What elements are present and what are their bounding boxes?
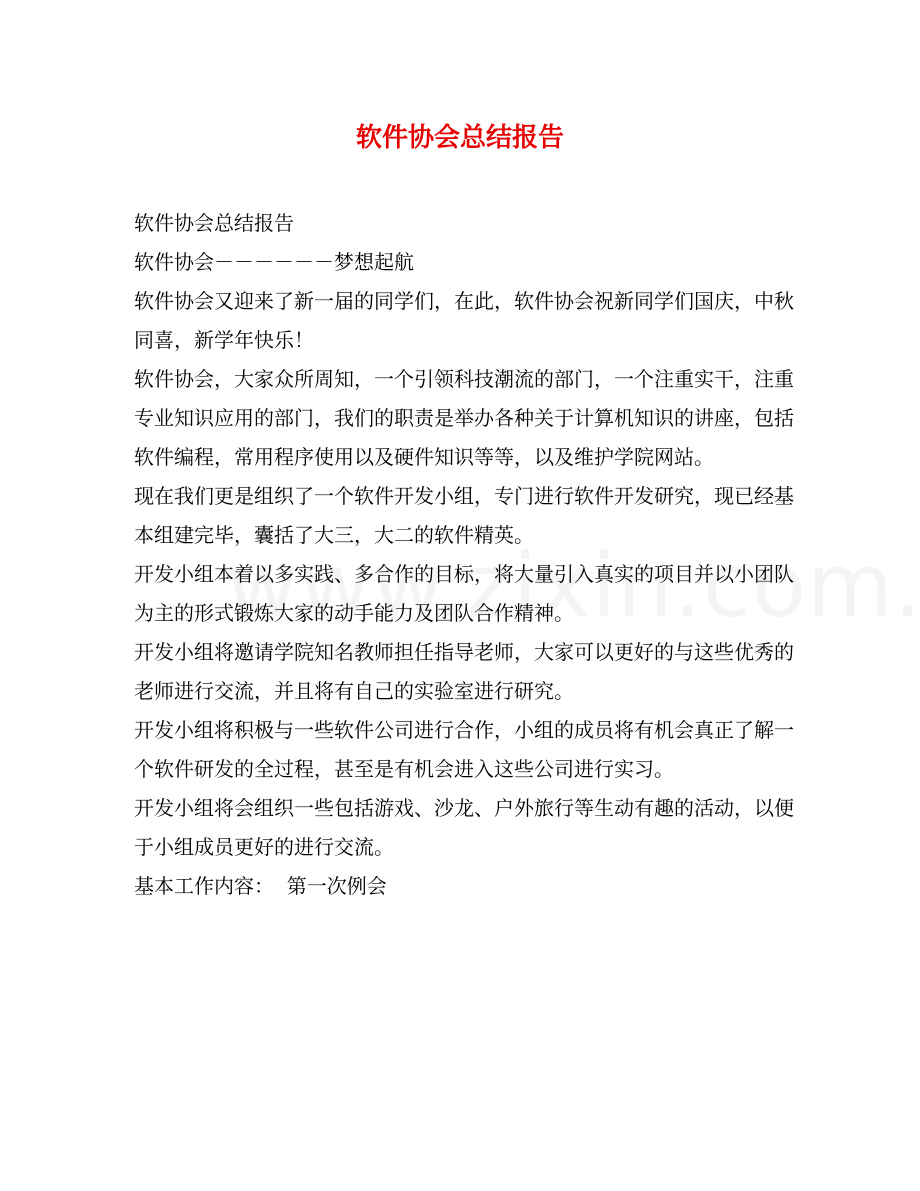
paragraph: 开发小组将会组织一些包括游戏、沙龙、户外旅行等生动有趣的活动，以便于小组成员更好的进行交流。 [134, 796, 794, 859]
document-title: 软件协会总结报告 [355, 123, 564, 153]
paragraph: 软件协会又迎来了新一届的同学们，在此，软件协会祝新同学们国庆，中秋同喜，新学年快乐！ [134, 289, 794, 352]
paragraph: 开发小组本着以多实践、多合作的目标，将大量引入真实的项目并以小团队为主的形式锻炼大家的动手能力及团队合作精神。 [134, 562, 794, 625]
paragraph: 基本工作内容： 第一次例会 [134, 874, 387, 898]
paragraph: 现在我们更是组织了一个软件开发小组，专门进行软件开发研究，现已经基本组建完毕，囊括了大三，大二的软件精英。 [134, 484, 794, 547]
paragraph: 开发小组将积极与一些软件公司进行合作，小组的成员将有机会真正了解一个软件研发的全过程，甚至是有机会进入这些公司进行实习。 [134, 718, 794, 781]
paragraph: 软件协会总结报告 [134, 211, 294, 235]
paragraph: 开发小组将邀请学院知名教师担任指导老师，大家可以更好的与这些优秀的老师进行交流，并且将有自己的实验室进行研究。 [134, 640, 794, 703]
paragraph: 软件协会，大家众所周知，一个引领科技潮流的部门，一个注重实干，注重专业知识应用的部门，我们的职责是举办各种关于计算机知识的讲座，包括软件编程，常用程序使用以及硬件知识等等，以及维护学院网站。 [134, 367, 794, 469]
document-body [134, 204, 794, 906]
paragraph: 软件协会－－－－－－梦想起航 [134, 250, 414, 274]
